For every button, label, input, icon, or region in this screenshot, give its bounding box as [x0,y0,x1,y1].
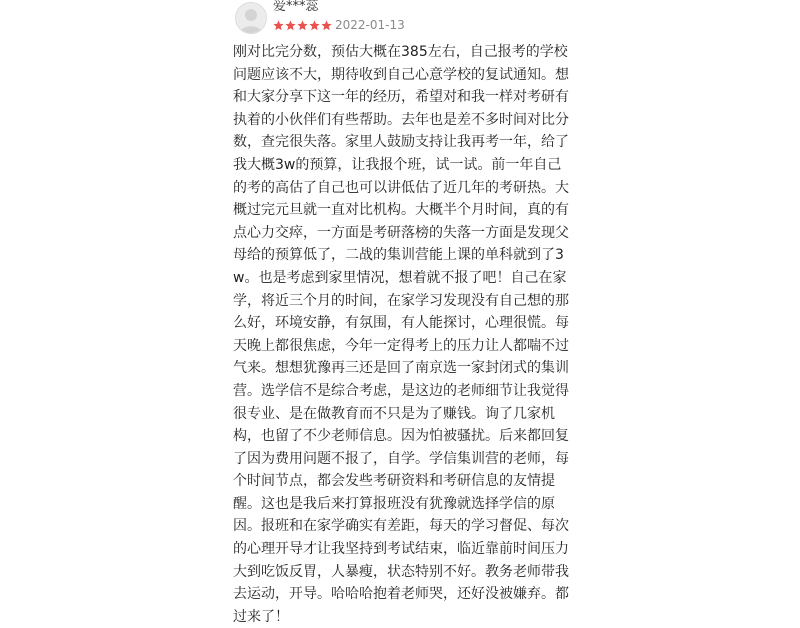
review-date: 2022-01-13 [335,18,405,32]
review-text: 刚对比完分数，预估大概在385左右，自己报考的学校问题应该不大，期待收到自己心意学校的复试通知。想和大家分享下这一年的经历，希望对和我一样对考研有执着的小伙伴们有些帮助。去年也是差不多时间对比分数，查完很失落。家里人鼓励支持让我再考一年，给了我大概3w的预算，让我报个班，试一试。前一年自己的考的高估了自己也可以讲低估了近几年的考研热。大概过完元旦就一直对比机构。大概半个月时间，真的有点心力交瘁，一方面是考研落榜的失落一方面是发现父母给的预算低了，二战的集训营能上课的单科就到了3w。也是考虑到家里情况，想着就不报了吧！自己在家学，将近三个月的时间，在家学习发现没有自己想的那么好，环境安静，有氛围，有人能探讨，心理很慌。每天晚上都很焦虑，今年一定得考上的压力让人都喘不过气来。想想犹豫再三还是回了南京选一家封闭式的集训营。选学信不是综合考虑，是这边的老师细节让我觉得很专业、是在做教育而不只是为了赚钱。询了几家机构，也留了不少老师信息。因为怕被骚扰。后来都回复了因为费用问题不报了，自学。学信集训营的老师，每个时间节点，都会发些考研资料和考研信息的友情提醒。这也是我后来打算报班没有犹豫就选择学信的原因。报班和在家学确实有差距，每天的学习督促、每次的心理开导才让我坚持到考试结束，临近靠前时间压力大到吃饭反胃，人暴瘦，状态特别不好。教务老师带我去运动，开导。哈哈哈抱着老师哭，还好没被嫌弃。都过来了！ [233,44,569,625]
username[interactable]: 爱***蕊 [273,0,319,14]
star-icon [285,20,296,31]
user-avatar-icon[interactable] [235,2,267,34]
star-rating [273,20,332,32]
review-card [225,0,580,625]
avatar-silhouette [236,3,266,33]
star-icon [321,20,332,31]
star-icon [273,20,284,31]
star-icon [309,20,320,31]
star-icon [297,20,308,31]
